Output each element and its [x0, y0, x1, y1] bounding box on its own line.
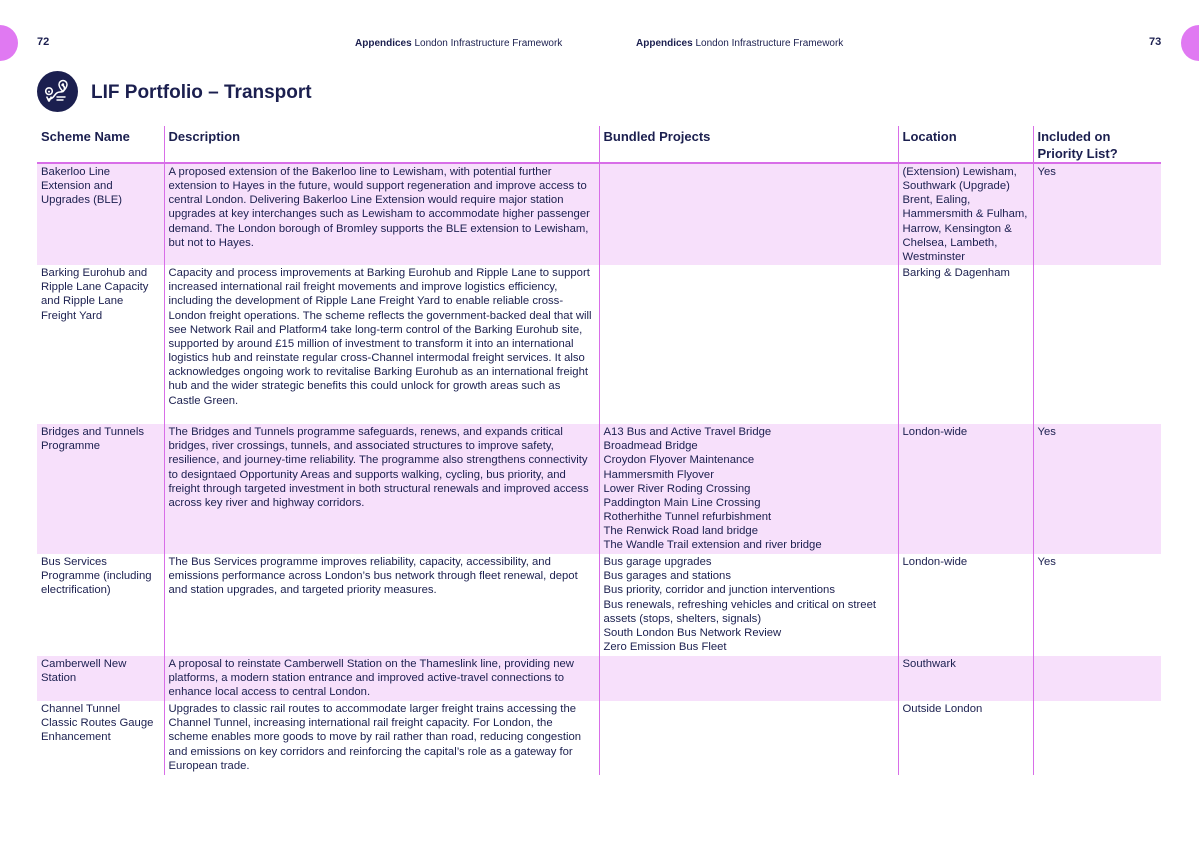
- bundled-project-item: Hammersmith Flyover: [603, 468, 714, 481]
- bundled-projects-cell: [599, 656, 898, 701]
- bundled-project-item: The Wandle Trail extension and river bridge: [603, 539, 822, 552]
- bundled-project-item: Bus garage upgrades: [603, 556, 712, 569]
- priority-cell: Yes: [1033, 424, 1161, 554]
- description-cell: A proposed extension of the Bakerloo line to Lewisham, with potential further extension to Hayes in the future, would support regeneration and improve access to central London. Delivering Bakerloo Line Extension would require major station upgrades at key interchanges such as Lewisham to accommodate higher passenger demand. The London borough of Bromley supports the BLE extension to Lewisham, but not to Hayes.: [164, 163, 599, 265]
- description-cell: Capacity and process improvements at Barking Eurohub and Ripple Lane to support increased international rail freight movements and improve logistics efficiency, including the development of Ripple Lane Freight Yard to enable reliable cross-London freight operations. The scheme reflects the government-backed deal that will see Network Rail and Platform4 take long-term control of the Barking Eurohub site, supported by around £15 million of investment to transform it into an international logistics hub and reinstate regular cross-Channel intermodal freight services. It also acknowledges ongoing work to revitalise Barking Eurohub as an international freight hub and the wider strategic benefits this could unlock for growth areas such as Castle Green.: [164, 265, 599, 424]
- description-cell: Upgrades to classic rail routes to accommodate larger freight trains accessing the Channel Tunnel, increasing international rail freight capacity. For London, the scheme enables more goods to move by rail rather than road, reducing congestion and emissions on key corridors and reinforcing the capital’s role as a gateway for European trade.: [164, 701, 599, 775]
- bundled-project-item: South London Bus Network Review: [603, 626, 782, 639]
- section-title: LIF Portfolio – Transport: [91, 82, 312, 103]
- page-number-left: 72: [37, 36, 50, 48]
- location-cell: (Extension) Lewisham, Southwark (Upgrade) Brent, Ealing, Hammersmith & Fulham, Harrow, Kensington & Chelsea, Lambeth, Westminster: [898, 163, 1033, 265]
- description-cell: The Bus Services programme improves reliability, capacity, accessibility, and emissions performance across London’s bus network through fleet renewal, depot and station upgrades, and targeted priority measures.: [164, 554, 599, 656]
- bundled-project-item: The Renwick Road land bridge: [603, 525, 758, 538]
- running-header-title: London Infrastructure Framework: [411, 38, 563, 49]
- running-header-left: [355, 38, 562, 49]
- priority-cell: Yes: [1033, 163, 1161, 265]
- bundled-project-item: Rotherhithe Tunnel refurbishment: [603, 511, 772, 524]
- column-header-location: Location: [898, 126, 1033, 163]
- table-row: [37, 163, 1161, 265]
- table-header-row: [37, 126, 1161, 163]
- table-row: [37, 554, 1161, 656]
- bundled-project-item: Paddington Main Line Crossing: [603, 496, 761, 509]
- running-header-title: London Infrastructure Framework: [692, 38, 844, 49]
- page-number-right: 73: [1149, 36, 1162, 48]
- priority-cell: [1033, 265, 1161, 424]
- scheme-name-cell: Camberwell New Station: [37, 656, 164, 701]
- column-header-bundled-projects: Bundled Projects: [599, 126, 898, 163]
- description-cell: The Bridges and Tunnels programme safeguards, renews, and expands critical bridges, river crossings, tunnels, and associated structures to improve safety, resilience, and journey-time reliability. The programme also strengthens connectivity to designtaed Opportunity Areas and supports walking, cycling, bus priority, and freight through targeted investment in both structural renewals and improved access across key river and highway corridors.: [164, 424, 599, 554]
- page-tab-marker-right: [1181, 25, 1199, 61]
- scheme-name-cell: Barking Eurohub and Ripple Lane Capacity and Ripple Lane Freight Yard: [41, 267, 149, 322]
- bundled-projects-cell: [599, 265, 898, 424]
- priority-cell: [1033, 701, 1161, 775]
- bundled-projects-cell: [599, 163, 898, 265]
- page-tab-marker-left: [0, 25, 18, 61]
- scheme-name-cell: Bus Services Programme (including electrification): [41, 556, 152, 597]
- table-row: [37, 424, 1161, 554]
- bundled-project-item: Zero Emission Bus Fleet: [603, 641, 727, 654]
- bundled-project-item: A13 Bus and Active Travel Bridge: [603, 426, 772, 439]
- running-header-section: Appendices: [355, 38, 412, 49]
- transport-route-icon: [37, 71, 78, 112]
- scheme-name-cell: Bakerloo Line Extension and Upgrades (BLE): [37, 163, 164, 265]
- scheme-name-cell: Channel Tunnel Classic Routes Gauge Enhancement: [41, 703, 154, 744]
- location-cell: Outside London: [898, 701, 1033, 775]
- table-row: [37, 265, 1161, 424]
- priority-cell: Yes: [1033, 554, 1161, 656]
- bundled-project-item: Bus priority, corridor and junction interventions: [603, 584, 835, 597]
- running-header-right: [636, 38, 843, 49]
- bundled-project-item: Bus garages and stations: [603, 570, 731, 583]
- running-header-section: Appendices: [636, 38, 693, 49]
- priority-cell: [1033, 656, 1161, 701]
- bundled-project-item: Broadmead Bridge: [603, 440, 698, 453]
- bundled-projects-cell: [599, 554, 898, 656]
- table-row: [37, 656, 1161, 701]
- location-cell: London-wide: [898, 424, 1033, 554]
- location-cell: Barking & Dagenham: [898, 265, 1033, 424]
- bundled-project-item: Croydon Flyover Maintenance: [603, 454, 755, 467]
- column-header-description: Description: [164, 126, 599, 163]
- bundled-projects-cell: [599, 701, 898, 775]
- location-cell: Southwark: [898, 656, 1033, 701]
- bundled-project-item: Bus renewals, refreshing vehicles and critical on street assets (stops, shelters, signals): [603, 598, 877, 625]
- bundled-projects-cell: [599, 424, 898, 554]
- location-cell: London-wide: [898, 554, 1033, 656]
- description-cell: A proposal to reinstate Camberwell Station on the Thameslink line, providing new platforms, a modern station entrance and improved active-travel connections to enhance local access to central London.: [164, 656, 599, 701]
- scheme-name-cell: Bridges and Tunnels Programme: [37, 424, 164, 554]
- table-row: [37, 701, 1161, 775]
- bundled-project-item: Lower River Roding Crossing: [603, 482, 751, 495]
- column-header-priority-list: Included on Priority List?: [1033, 126, 1161, 163]
- transport-portfolio-table: [37, 126, 1161, 775]
- column-header-scheme-name: Scheme Name: [37, 126, 164, 163]
